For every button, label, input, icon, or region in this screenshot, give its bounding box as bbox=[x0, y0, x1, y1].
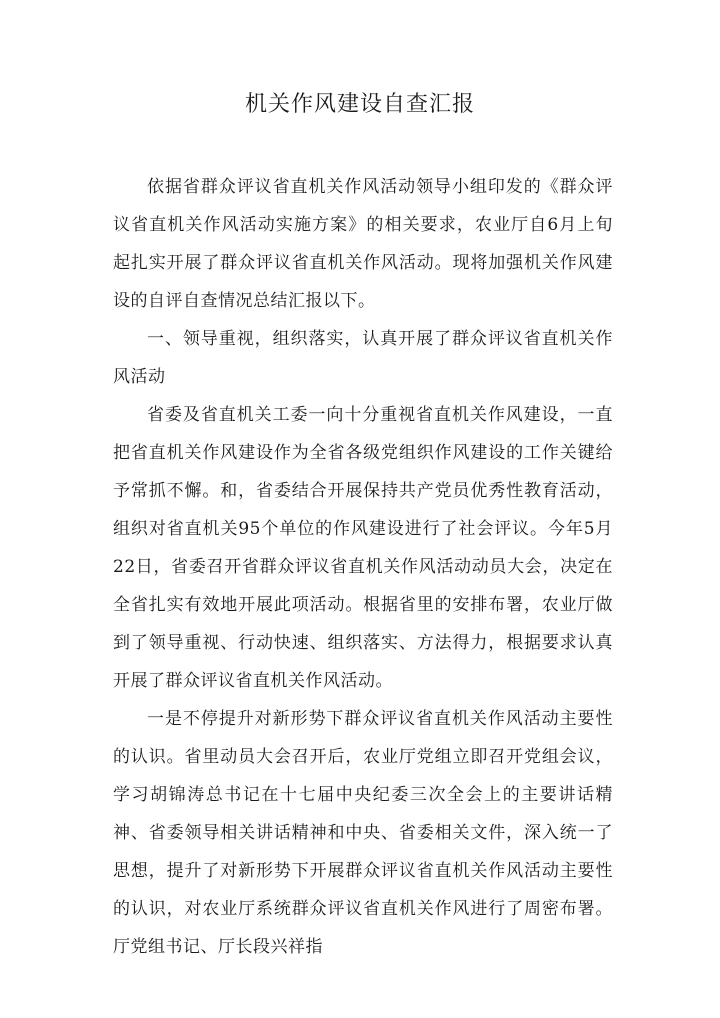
paragraph-point-1: 一是不停提升对新形势下群众评议省直机关作风活动主要性的认识。省里动员大会召开后，农业厅党组立即召开党组会议，学习胡锦涛总书记在十七届中央纪委三次全会上的主要讲话精神、省委领导相关讲话精神和中央、省委相关文件，深入统一了思想，提升了对新形势下开展群众评议省直机关作风活动主要性的认识，对农业厅系统群众评议省直机关作风进行了周密布署。厅党组书记、厅长段兴祥指 bbox=[113, 709, 613, 957]
paragraph-background: 省委及省直机关工委一向十分重视省直机关作风建设，一直把省直机关作风建设作为全省各级党组织作风建设的工作关键给予常抓不懈。和，省委结合开展保持共产党员优秀性教育活动，组织对省直机关95个单位的作风建设进行了社会评议。今年5月22日，省委召开省群众评议省直机关作风活动动员大会，决定在全省扎实有效地开展此项活动。根据省里的安排布署，农业厅做到了领导重视、行动快速、组织落实、方法得力，根据要求认真开展了群众评议省直机关作风活动。 bbox=[113, 405, 613, 691]
document-title: 机关作风建设自查汇报 bbox=[244, 92, 475, 117]
document-body bbox=[113, 168, 613, 966]
paragraph-intro: 依据省群众评议省直机关作风活动领导小组印发的《群众评议省直机关作风活动实施方案》的相关要求，农业厅自6月上旬起扎实开展了群众评议省直机关作风活动。现将加强机关作风建设的自评自查情况总结汇报以下。 bbox=[113, 177, 613, 311]
section-heading-1: 一、领导重视，组织落实，认真开展了群众评议省直机关作风活动 bbox=[113, 329, 613, 387]
